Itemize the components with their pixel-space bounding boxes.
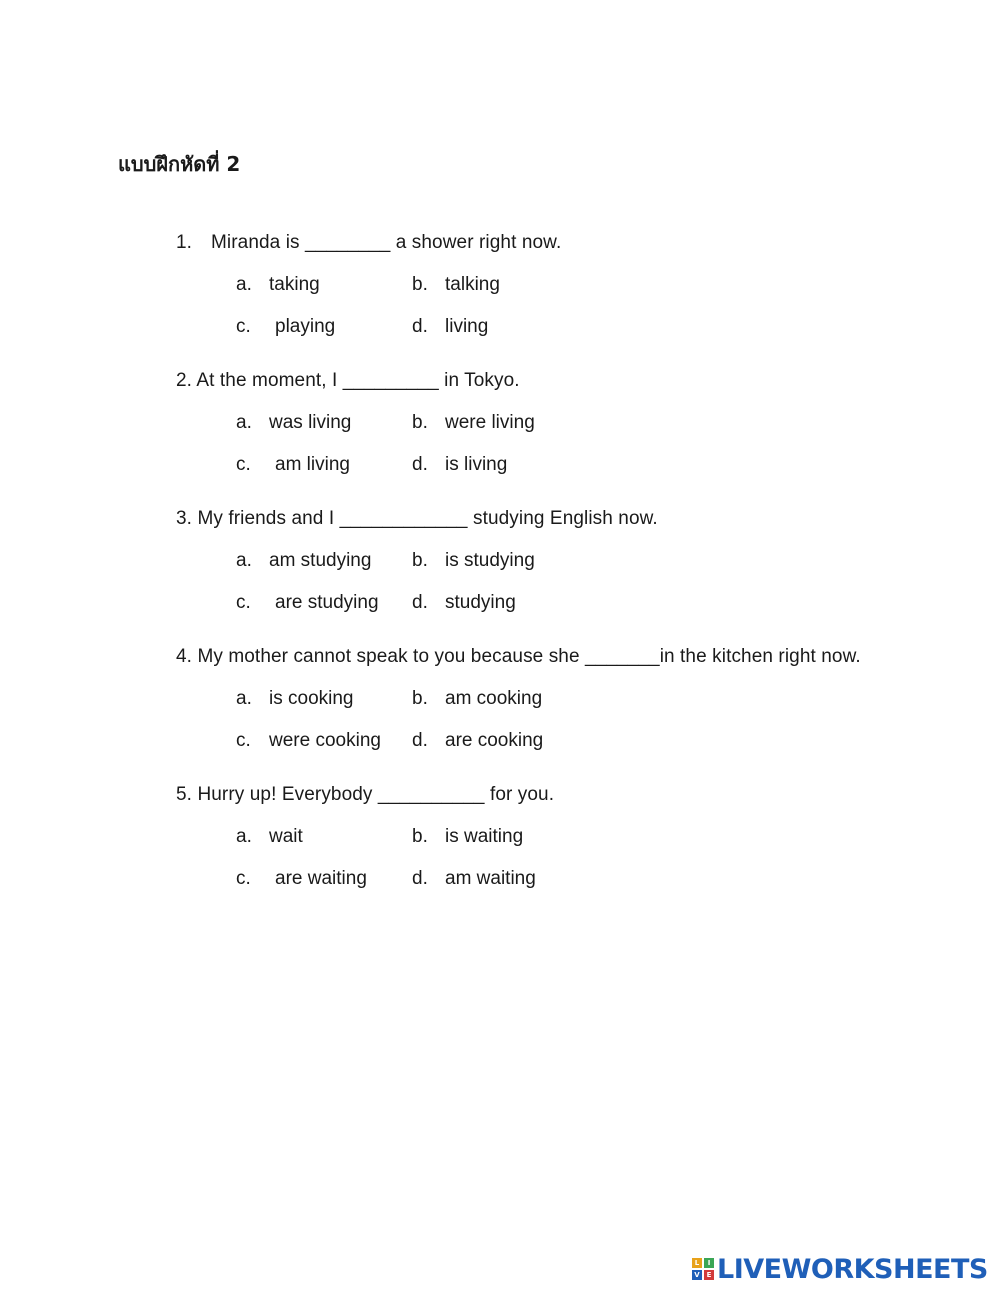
question-text: My friends and I ____________ studying English now. <box>197 508 658 529</box>
option-3b[interactable]: b. is studying <box>412 550 535 571</box>
logo-text: LIVEWORKSHEETS <box>717 1253 988 1285</box>
question-text: Hurry up! Everybody __________ for you. <box>197 784 555 805</box>
question-number: 5. <box>176 784 193 805</box>
logo-mark-tile: V <box>692 1270 702 1280</box>
worksheet-title: แบบฝึกหัดที่ 2 <box>118 152 241 176</box>
option-1a[interactable]: a. taking <box>236 274 320 295</box>
logo-mark-tile: I <box>704 1258 714 1268</box>
option-4b[interactable]: b. am cooking <box>412 688 543 709</box>
question-3 <box>176 508 658 530</box>
option-4d[interactable]: d. are cooking <box>412 730 544 751</box>
option-3d[interactable]: d. studying <box>412 592 516 613</box>
option-3a[interactable]: a. am studying <box>236 550 372 571</box>
option-2b[interactable]: b. were living <box>412 412 535 433</box>
question-number: 2. <box>176 370 193 391</box>
question-5 <box>176 784 554 806</box>
question-number: 3. <box>176 508 193 529</box>
option-5c[interactable]: c. are waiting <box>236 868 367 889</box>
option-2a[interactable]: a. was living <box>236 412 352 433</box>
question-text: At the moment, I _________ in Tokyo. <box>196 370 520 391</box>
question-text: Miranda is ________ a shower right now. <box>211 232 562 253</box>
option-4c[interactable]: c. were cooking <box>236 730 381 751</box>
logo-mark-tile: L <box>692 1258 702 1268</box>
question-number: 4. <box>176 646 193 667</box>
option-5a[interactable]: a. wait <box>236 826 303 847</box>
option-5b[interactable]: b. is waiting <box>412 826 524 847</box>
question-number: 1. <box>176 232 193 253</box>
logo-mark-icon <box>692 1258 714 1280</box>
option-3c[interactable]: c. are studying <box>236 592 379 613</box>
logo-mark-tile: E <box>704 1270 714 1280</box>
option-2c[interactable]: c. am living <box>236 454 350 475</box>
question-1 <box>176 232 561 254</box>
option-4a[interactable]: a. is cooking <box>236 688 354 709</box>
option-5d[interactable]: d. am waiting <box>412 868 536 889</box>
question-2 <box>176 370 520 392</box>
liveworksheets-logo[interactable] <box>692 1254 988 1284</box>
option-1c[interactable]: c. playing <box>236 316 336 337</box>
question-text: My mother cannot speak to you because she _______in the kitchen right now. <box>197 646 861 667</box>
question-4 <box>176 646 861 668</box>
option-1d[interactable]: d. living <box>412 316 489 337</box>
option-1b[interactable]: b. talking <box>412 274 500 295</box>
option-2d[interactable]: d. is living <box>412 454 508 475</box>
